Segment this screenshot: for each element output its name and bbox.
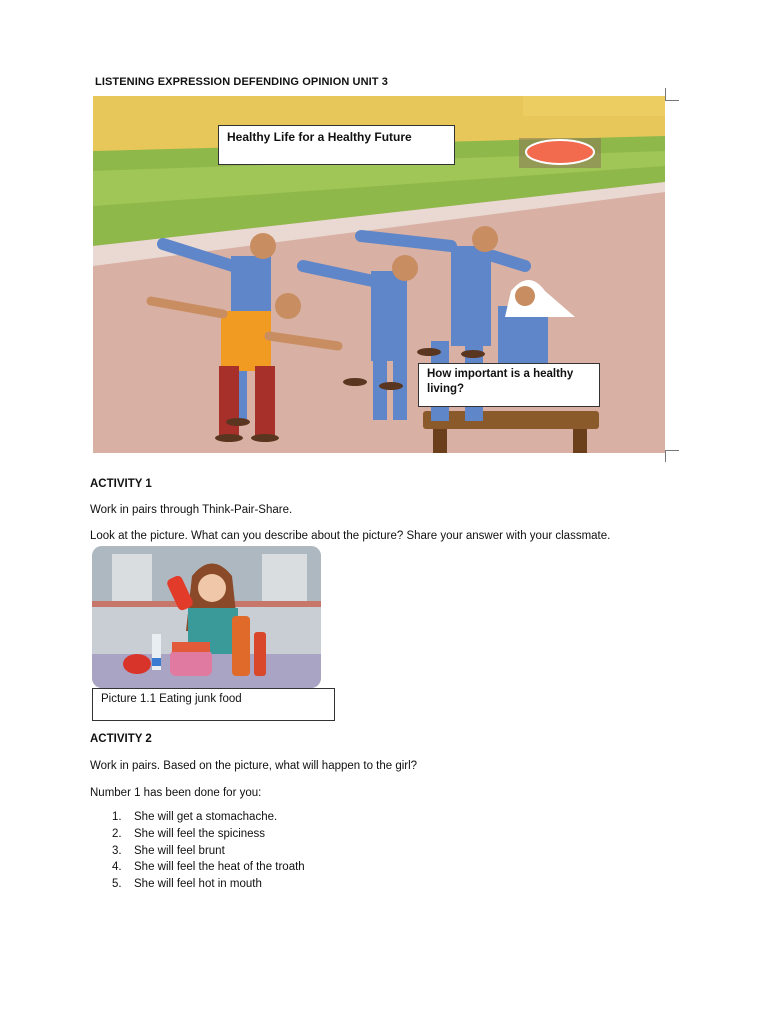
document-title: LISTENING EXPRESSION DEFENDING OPINION UNIT 3 — [95, 76, 388, 88]
list-item — [112, 878, 305, 895]
list-item — [112, 845, 305, 862]
list-text: She will feel hot in mouth — [134, 878, 262, 891]
list-text: She will feel brunt — [134, 844, 225, 857]
list-number: 2. — [112, 827, 122, 840]
activity1-prompt: Look at the picture. What can you describe about the picture? Share your answer with your classmate. — [90, 530, 611, 542]
activity2-note: Number 1 has been done for you: — [90, 787, 262, 799]
crop-mark — [665, 88, 666, 100]
list-text: She will feel the spiciness — [134, 827, 266, 840]
junk-food-picture — [92, 546, 321, 688]
activity1-heading: ACTIVITY 1 — [90, 478, 152, 490]
crop-mark — [665, 450, 666, 462]
list-text: She will feel the heat of the troath — [134, 861, 305, 874]
crop-mark — [665, 450, 679, 451]
list-number: 1. — [112, 811, 122, 823]
list-number: 5. — [112, 878, 122, 891]
exercise-illustration — [93, 96, 665, 453]
list-text: She will get a stomachache. — [134, 811, 278, 823]
list-number: 3. — [112, 844, 122, 857]
list-item — [112, 861, 305, 878]
list-item — [112, 828, 305, 845]
question-callout — [418, 363, 600, 407]
crop-mark — [665, 100, 679, 101]
activity2-heading: ACTIVITY 2 — [90, 733, 152, 745]
picture-caption-text: Picture 1.1 Eating junk food — [101, 693, 242, 705]
picture-caption — [92, 688, 335, 721]
title-callout — [218, 125, 455, 165]
answer-list — [112, 811, 305, 895]
activity2-instruction: Work in pairs. Based on the picture, what will happen to the girl? — [90, 760, 418, 772]
callout-title-text: Healthy Life for a Healthy Future — [227, 130, 412, 144]
callout-question-text: How important is a healthy living? — [427, 368, 574, 395]
list-number: 4. — [112, 861, 122, 874]
list-item — [112, 811, 305, 828]
activity1-instruction: Work in pairs through Think-Pair-Share. — [90, 504, 293, 516]
